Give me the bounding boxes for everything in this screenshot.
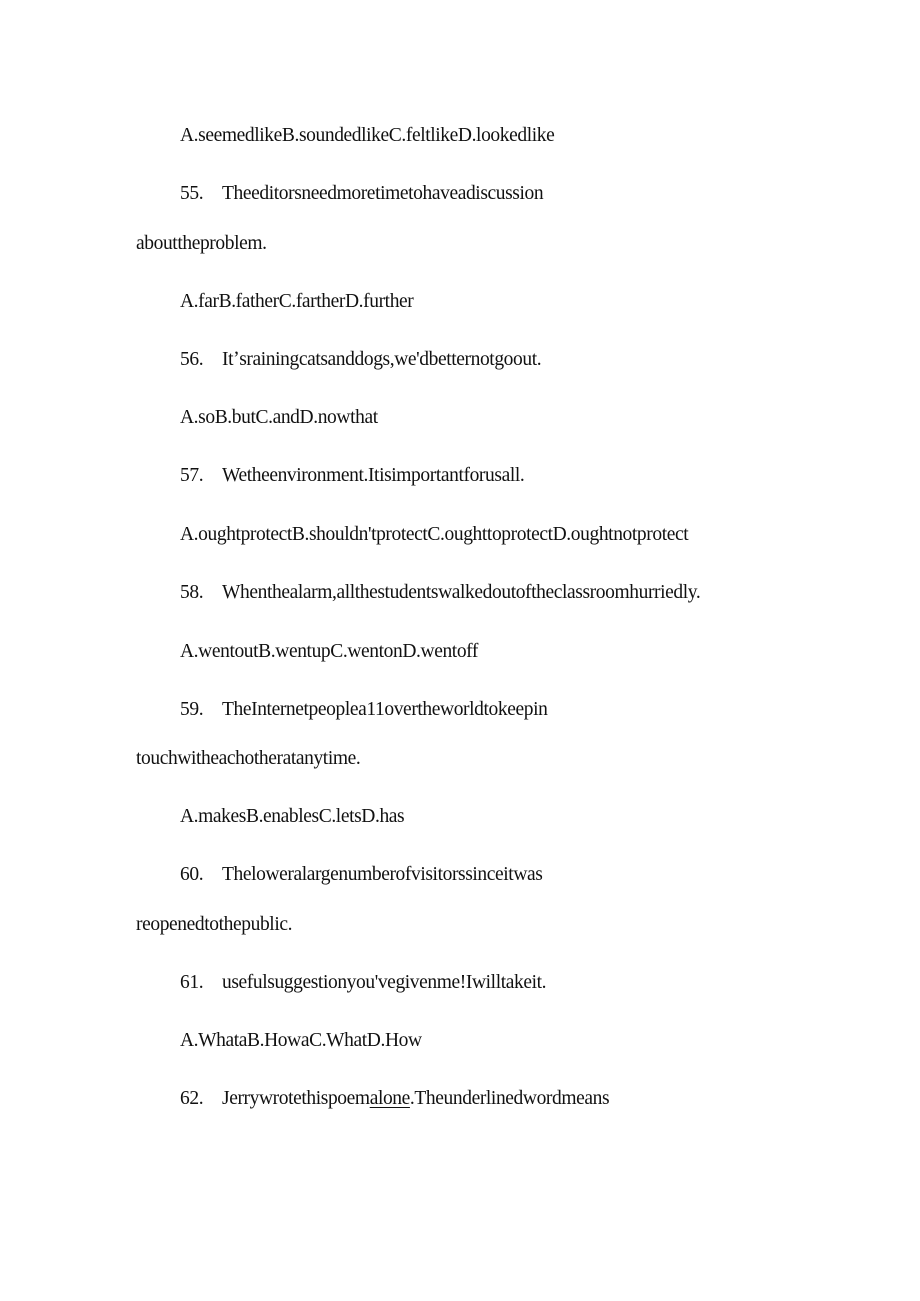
question-text: Wetheenvironment.Itisimportantforusall. xyxy=(222,465,525,486)
q58-options: A.wentoutB.wentupC.wentonD.wentoff xyxy=(180,641,479,662)
question-60 xyxy=(180,863,542,887)
question-55-continuation: abouttheproblem. xyxy=(136,233,267,254)
question-59-continuation: touchwitheachotheratanytime. xyxy=(136,748,361,769)
question-number: 56. xyxy=(180,349,204,370)
q56-options: A.soB.butC.andD.nowthat xyxy=(180,407,378,428)
q57-options: A.oughtprotectB.shouldn'tprotectC.oughttoprotectD.oughtnotprotect xyxy=(180,524,689,545)
q55-options: A.farB.fatherC.fartherD.further xyxy=(180,291,414,312)
question-text: Itʼsrainingcatsanddogs,we'dbetternotgoout. xyxy=(222,349,542,370)
question-text: usefulsuggestionyou'vegivenme!Iwilltakeit. xyxy=(222,972,547,993)
question-text-suffix: .Theunderlinedwordmeans xyxy=(409,1088,610,1109)
underlined-word: alone xyxy=(369,1088,410,1109)
question-56 xyxy=(180,348,541,372)
question-text: Theeditorsneedmoretimetohaveadiscussion xyxy=(222,183,544,204)
question-text: Whenthealarm,allthestudentswalkedoutoftheclassroomhurriedly. xyxy=(222,582,701,603)
q54-options: A.seemedlikeB.soundedlikeC.feltlikeD.lookedlike xyxy=(180,125,555,146)
question-61 xyxy=(180,971,546,995)
question-text xyxy=(222,1088,609,1109)
question-57 xyxy=(180,464,524,488)
question-number: 59. xyxy=(180,699,204,720)
question-60-continuation: reopenedtothepublic. xyxy=(136,914,293,935)
question-number: 55. xyxy=(180,183,204,204)
q59-options: A.makesB.enablesC.letsD.has xyxy=(180,806,405,827)
question-58 xyxy=(180,581,700,605)
question-number: 60. xyxy=(180,864,204,885)
question-number: 57. xyxy=(180,465,204,486)
q61-options: A.WhataB.HowaC.WhatD.How xyxy=(180,1030,422,1051)
question-62 xyxy=(180,1087,609,1111)
question-number: 61. xyxy=(180,972,204,993)
question-text: Theloweralargenumberofvisitorssinceitwas xyxy=(222,864,543,885)
question-text: TheInternetpeoplea11overtheworldtokeepin xyxy=(222,699,548,720)
question-number: 62. xyxy=(180,1088,204,1109)
question-text-prefix: Jerrywrotethispoem xyxy=(222,1088,370,1109)
question-59 xyxy=(180,698,547,722)
question-number: 58. xyxy=(180,582,204,603)
question-55 xyxy=(180,182,543,206)
